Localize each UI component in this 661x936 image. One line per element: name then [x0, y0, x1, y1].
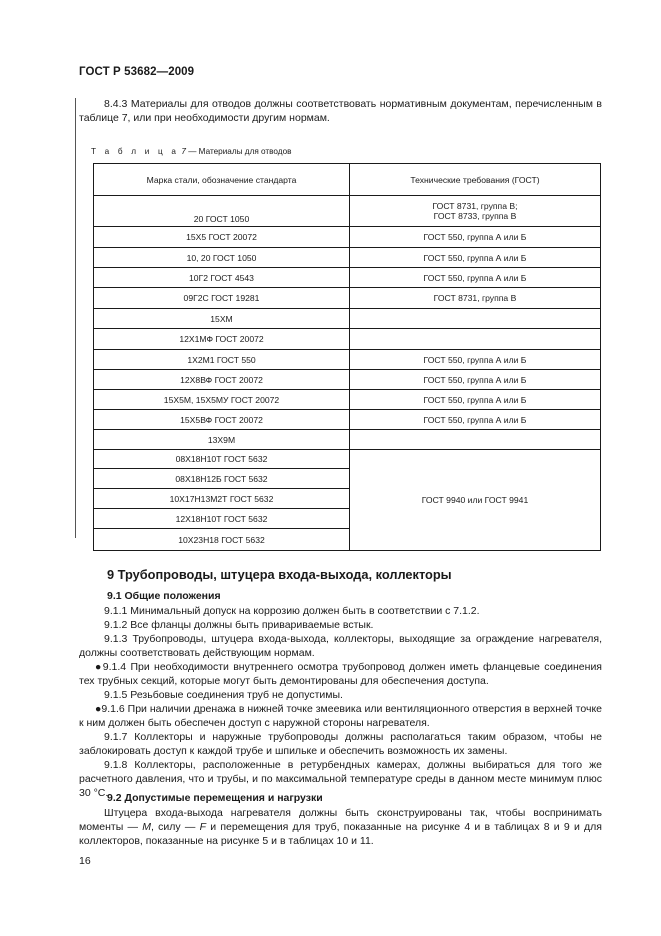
table-caption-number: 7 [181, 147, 186, 156]
table-row [94, 450, 601, 469]
cell-req: ГОСТ 550, группа А или Б [350, 227, 601, 248]
paragraph-9-1-6-text: 9.1.6 При наличии дренажа в нижней точке змеевика или вентиляционного отверстия в верхней точке к ним должен быть обеспечен доступ с наружной стороны нагревателя. [79, 703, 602, 729]
paragraph-9-1-1: 9.1.1 Минимальный допуск на коррозию должен быть в соответствии с 7.1.2. [104, 605, 480, 617]
cell-steel: 15Х5ВФ ГОСТ 20072 [94, 410, 350, 430]
cell-req: ГОСТ 550, группа А или Б [350, 268, 601, 288]
cell-steel: 10Х17Н13М2Т ГОСТ 5632 [94, 489, 350, 509]
table-row [94, 227, 601, 248]
cell-req: ГОСТ 550, группа А или Б [350, 350, 601, 370]
table-row [94, 410, 601, 430]
paragraph-8-4-3: 8.4.3 Материалы для отводов должны соответствовать нормативным документам, перечисленным в таблице 7, или при необходимости другим нормам. [79, 98, 602, 124]
table-row [94, 350, 601, 370]
cell-steel: 20 ГОСТ 1050 [94, 196, 350, 227]
change-marker-bar [75, 98, 76, 538]
cell-steel: 10Х23Н18 ГОСТ 5632 [94, 529, 350, 551]
cell-req: ГОСТ 550, группа А или Б [350, 370, 601, 390]
cell-req: ГОСТ 550, группа А или Б [350, 410, 601, 430]
cell-req [350, 329, 601, 350]
paragraph-9-1-2: 9.1.2 Все фланцы должны быть привариваемые встык. [104, 619, 374, 631]
paragraph-9-2-text-b: , силу — [150, 821, 200, 833]
table-caption [91, 147, 292, 156]
cell-steel: 13Х9М [94, 430, 350, 450]
subsection-9-1-title: 9.1 Общие положения [107, 590, 221, 602]
table-row [94, 288, 601, 309]
materials-table [93, 163, 601, 551]
subsection-9-2-title: 9.2 Допустимые перемещения и нагрузки [107, 792, 323, 804]
cell-req: ГОСТ 550, группа А или Б [350, 248, 601, 268]
paragraph-9-2-text-c: и перемещения для труб, показанные на рисунке 4 и в таблицах 8 и 9 и для коллекторов, показанные на рисунке 5 и в таблицах 10 и 11. [79, 821, 602, 847]
cell-req-line-2: ГОСТ 8733, группа В [433, 211, 517, 221]
bullet-marker-icon: ● [95, 703, 102, 715]
cell-req [350, 196, 601, 227]
table-row [94, 329, 601, 350]
table-row [94, 430, 601, 450]
cell-steel: 1Х2М1 ГОСТ 550 [94, 350, 350, 370]
paragraph-9-1-6 [79, 702, 602, 730]
symbol-moment: M [142, 821, 151, 833]
bullet-marker-icon: ● [95, 661, 103, 673]
cell-steel: 15Х5М, 15Х5МУ ГОСТ 20072 [94, 390, 350, 410]
paragraph-9-1-7: 9.1.7 Коллекторы и наружные трубопроводы должны располагаться таким образом, чтобы не заблокировать доступ к каждой трубе и шпильке и обеспечить возможность их замены. [79, 731, 602, 757]
cell-req: ГОСТ 8731, группа В [350, 288, 601, 309]
symbol-force: F [199, 821, 207, 833]
cell-steel: 10, 20 ГОСТ 1050 [94, 248, 350, 268]
table-caption-prefix: Т а б л и ц а [91, 147, 180, 156]
cell-req [350, 309, 601, 329]
header-steel-grade: Марка стали, обозначение стандарта [94, 164, 350, 196]
table-row [94, 309, 601, 329]
paragraph-9-1-4 [79, 660, 602, 688]
cell-steel: 12Х18Н10Т ГОСТ 5632 [94, 509, 350, 529]
cell-steel: 10Г2 ГОСТ 4543 [94, 268, 350, 288]
cell-steel: 08Х18Н10Т ГОСТ 5632 [94, 450, 350, 469]
cell-steel: 15Х5 ГОСТ 20072 [94, 227, 350, 248]
cell-steel: 08Х18Н12Б ГОСТ 5632 [94, 469, 350, 489]
page-header: ГОСТ Р 53682—2009 [79, 66, 195, 78]
table-row [94, 248, 601, 268]
paragraph-9-2-text-a: Штуцера входа-выхода нагревателя должны быть сконструированы так, чтобы воспринимать моменты — [79, 807, 602, 833]
table-row [94, 196, 601, 227]
table-row [94, 390, 601, 410]
paragraph-9-1-3: 9.1.3 Трубопроводы, штуцера входа-выхода, коллекторы, выходящие за ограждение нагревателя, должны соответствовать действующим нормам. [79, 633, 602, 659]
header-tech-requirements: Технические требования (ГОСТ) [350, 164, 601, 196]
cell-steel: 09Г2С ГОСТ 19281 [94, 288, 350, 309]
paragraph-9-1-4-text: 9.1.4 При необходимости внутреннего осмотра трубопровод должен иметь фланцевые соединения тех трубных секций, которые могут быть демонтированы для обеспечения доступа. [79, 661, 602, 687]
paragraph-9-2 [79, 806, 602, 848]
cell-steel: 12Х1МФ ГОСТ 20072 [94, 329, 350, 350]
cell-req: ГОСТ 550, группа А или Б [350, 390, 601, 410]
section-9-title: 9 Трубопроводы, штуцера входа-выхода, коллекторы [107, 567, 452, 582]
cell-steel: 12Х8ВФ ГОСТ 20072 [94, 370, 350, 390]
paragraph-9-1-8: 9.1.8 Коллекторы, расположенные в ретурбендных камерах, должны выбираться для того же расчетного давления, что и трубы, и по максимальной температуре среды в данном месте минимум плюс 30 °С. [79, 759, 602, 799]
table-header-row [94, 164, 601, 196]
cell-steel: 15ХМ [94, 309, 350, 329]
cell-req [350, 430, 601, 450]
table-row [94, 268, 601, 288]
page-number: 16 [79, 855, 91, 867]
table-row [94, 370, 601, 390]
cell-req-line-1: ГОСТ 8731, группа В; [432, 201, 518, 211]
table-caption-text: — Материалы для отводов [185, 147, 292, 156]
cell-req-merged: ГОСТ 9940 или ГОСТ 9941 [350, 450, 601, 551]
paragraph-9-1-5: 9.1.5 Резьбовые соединения труб не допустимы. [104, 689, 343, 701]
